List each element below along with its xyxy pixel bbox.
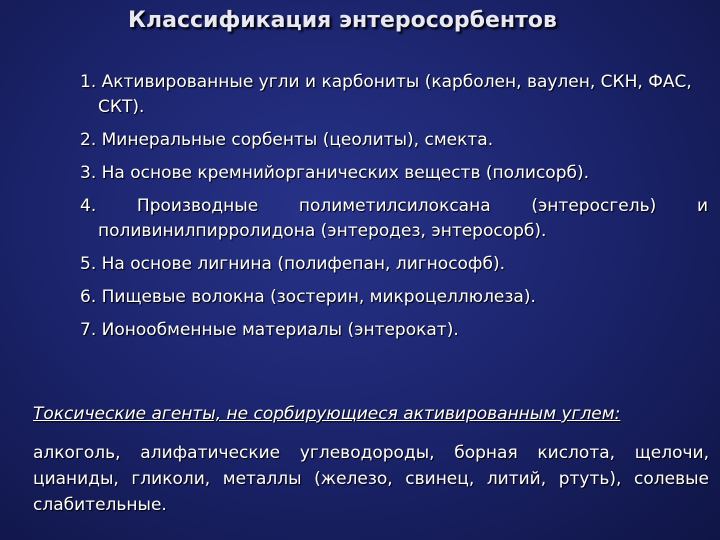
list-item: 1. Активированные угли и карбониты (карболен, ваулен, СКН, ФАС, СКТ). <box>80 72 692 117</box>
sorbent-classification-list <box>80 70 708 351</box>
slide-title: Классификация энтеросорбентов <box>128 8 557 33</box>
list-item: 5. На основе лигнина (полифепан, лигнософб). <box>80 254 505 274</box>
list-item: 7. Ионообменные материалы (энтерокат). <box>80 320 459 340</box>
list-item: 4. Производные полиметилсилоксана (энтеросгель) и поливинилпирролидона (энтеродез, энтеросорб). <box>80 196 708 241</box>
list-item: 2. Минеральные сорбенты (цеолиты), смекта. <box>80 130 494 150</box>
list-item: 6. Пищевые волокна (зостерин, микроцеллюлеза). <box>80 287 536 307</box>
list-item: 3. На основе кремнийорганических веществ (полисорб). <box>80 163 590 183</box>
toxic-agents-heading: Токсические агенты, не сорбирующиеся активированным углем: <box>33 404 621 424</box>
toxic-agents-text: алкоголь, алифатические углеводороды, борная кислота, щелочи, цианиды, гликоли, металлы (железо, свинец, литий, ртуть), солевые слабительные. <box>33 443 709 515</box>
